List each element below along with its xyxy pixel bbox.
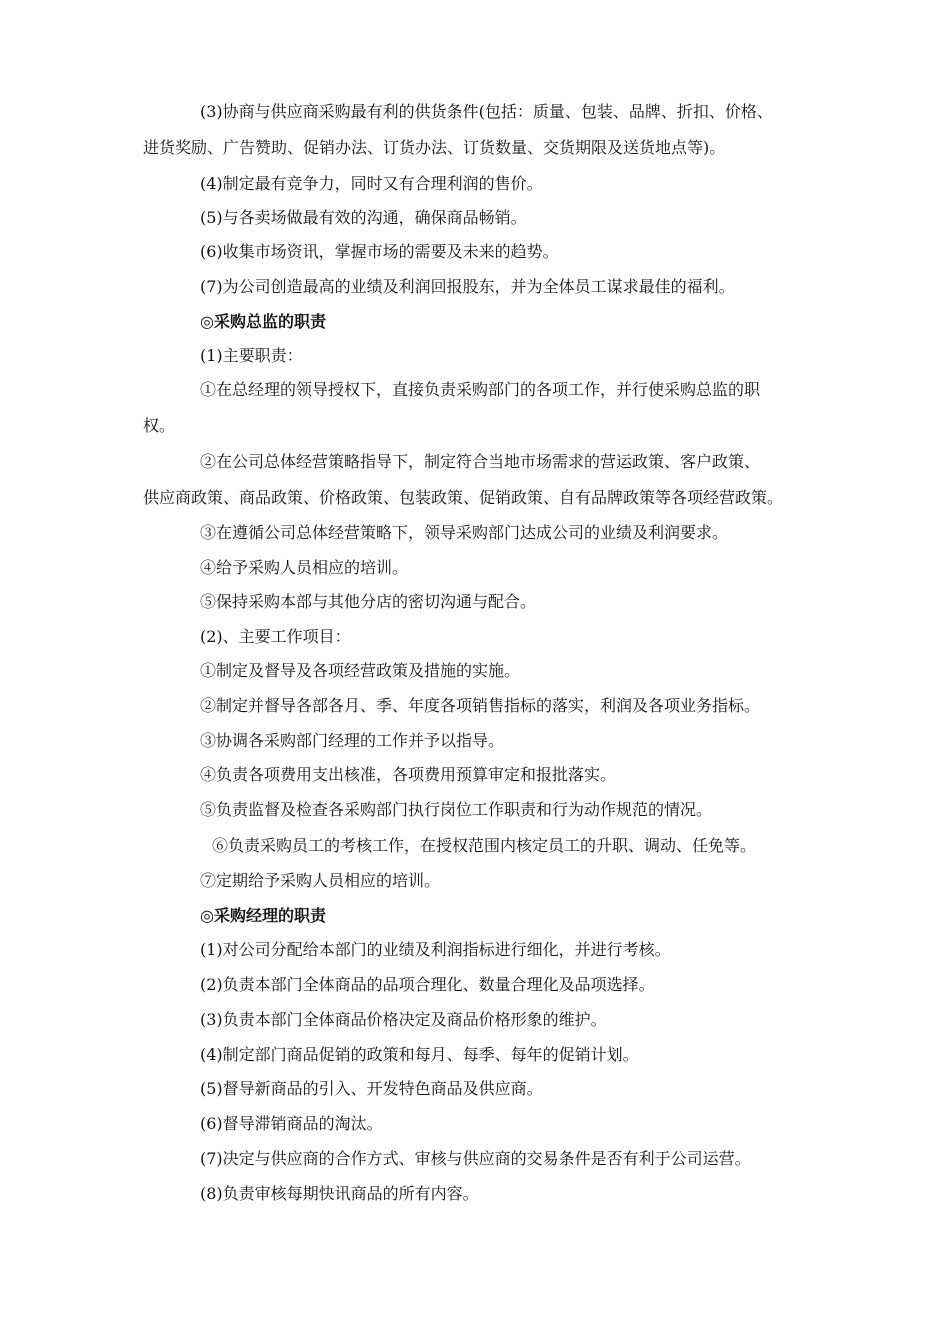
paragraph-line: ⑤保持采购本部与其他分店的密切沟通与配合。 bbox=[200, 592, 537, 611]
paragraph-line: (6)督导滞销商品的淘汰。 bbox=[200, 1114, 383, 1133]
paragraph-line: (5)与各卖场做最有效的沟通，确保商品畅销。 bbox=[200, 208, 527, 227]
paragraph-line: ⑤负责监督及检查各采购部门执行岗位工作职责和行为动作规范的情况。 bbox=[200, 800, 713, 819]
paragraph-line: (7)为公司创造最高的业绩及利润回报股东，并为全体员工谋求最佳的福利。 bbox=[200, 277, 735, 296]
paragraph-line: (6)收集市场资讯，掌握市场的需要及未来的趋势。 bbox=[200, 242, 559, 261]
section-heading: ◎采购经理的职责 bbox=[200, 906, 326, 925]
paragraph-line: (2)负责本部门全体商品的品项合理化、数量合理化及品项选择。 bbox=[200, 975, 655, 994]
paragraph-line: (4)制定最有竞争力，同时又有合理利润的售价。 bbox=[200, 174, 543, 193]
paragraph-line: (3)负责本部门全体商品价格决定及商品价格形象的维护。 bbox=[200, 1010, 607, 1029]
paragraph-line: ①在总经理的领导授权下，直接负责采购部门的各项工作，并行使采购总监的职 bbox=[200, 380, 761, 399]
subsection-heading: (2)、主要工作项目： bbox=[200, 627, 351, 646]
paragraph-line: (4)制定部门商品促销的政策和每月、每季、每年的促销计划。 bbox=[200, 1045, 639, 1064]
section-heading: ◎采购总监的职责 bbox=[200, 312, 326, 331]
paragraph-line: 供应商政策、商品政策、价格政策、包装政策、促销政策、自有品牌政策等各项经营政策。 bbox=[143, 488, 784, 507]
paragraph-line: (1)对公司分配给本部门的业绩及利润指标进行细化，并进行考核。 bbox=[200, 940, 671, 959]
paragraph-line: 进货奖励、广告赞助、促销办法、订货办法、订货数量、交货期限及送货地点等)。 bbox=[143, 138, 726, 157]
paragraph-line: (3)协商与供应商采购最有利的供货条件(包括：质量、包装、品牌、折扣、价格、 bbox=[200, 102, 773, 121]
paragraph-line: ③协调各采购部门经理的工作并予以指导。 bbox=[200, 731, 505, 750]
paragraph-line: ⑥负责采购员工的考核工作，在授权范围内核定员工的升职、调动、任免等。 bbox=[212, 836, 757, 855]
paragraph-line: 权。 bbox=[143, 416, 176, 435]
paragraph-line: ④给予采购人员相应的培训。 bbox=[200, 558, 409, 577]
paragraph-line: (7)决定与供应商的合作方式、审核与供应商的交易条件是否有利于公司运营。 bbox=[200, 1149, 751, 1168]
paragraph-line: ①制定及督导及各项经营政策及措施的实施。 bbox=[200, 661, 521, 680]
paragraph-line: (5)督导新商品的引入、开发特色商品及供应商。 bbox=[200, 1079, 543, 1098]
paragraph-line: ②制定并督导各部各月、季、年度各项销售指标的落实，利润及各项业务指标。 bbox=[200, 696, 761, 715]
paragraph-line: ⑦定期给予采购人员相应的培训。 bbox=[200, 871, 441, 890]
paragraph-line: (8)负责审核每期快讯商品的所有内容。 bbox=[200, 1184, 479, 1203]
paragraph-line: ②在公司总体经营策略指导下，制定符合当地市场需求的营运政策、客户政策、 bbox=[200, 452, 761, 471]
paragraph-line: ④负责各项费用支出核准，各项费用预算审定和报批落实。 bbox=[200, 765, 617, 784]
paragraph-line: ③在遵循公司总体经营策略下，领导采购部门达成公司的业绩及利润要求。 bbox=[200, 523, 729, 542]
subsection-heading: (1)主要职责： bbox=[200, 346, 303, 365]
